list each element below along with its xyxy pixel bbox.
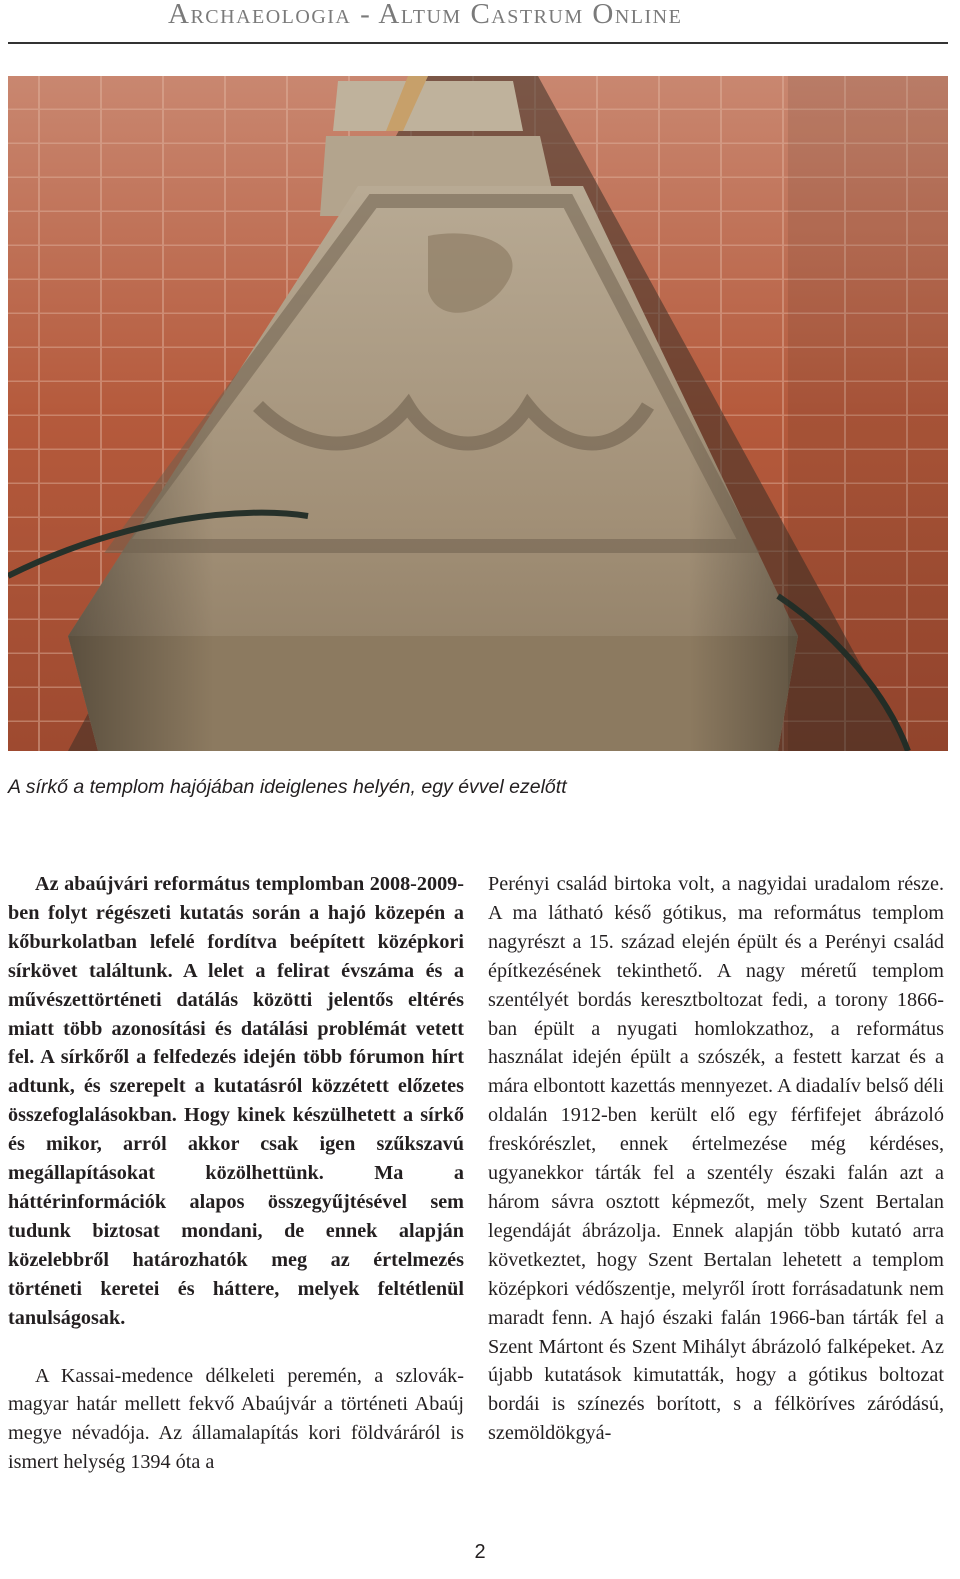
article-column-left (8, 870, 464, 1477)
running-header (8, 0, 948, 44)
page-number: 2 (474, 1541, 486, 1563)
article-paragraph-continued: Perényi család birtoka volt, a nagyidai uradalom része. A ma látható késő gótikus, ma református templom nagyrészt a 15. század elején épült és a Perényi család építkezésének tekinthető. A nagy méretű templom szentélyét bordás keresztboltozat fedi, a torony 1866-ban épült a nyugati homlokzathoz, a református használat idején épült a szószék, a festett karzat és a mára elbontott kazettás mennyezet. A diadalív belső déli oldalán 1912-ben került elő egy férfifejet ábrázoló freskórészlet, ennek értelmezése még kérdéses, ugyanekkor tárták fel a szentély északi falán azt a három sávra osztott képmezőt, mely Szent Bertalan legendáját ábrázolja. Ennek alapján több kutató arra következtet, hogy Szent Bertalan lehetett a templom középkori védőszentje, melyről írott forrásadatunk nem maradt fenn. A hajó északi falán 1966-ban tárták fel a Szent Mártont és Szent Mihályt ábrázoló falképeket. Az újabb kutatások kimutatták, hogy a gótikus boltozat bordái is színezés borított, s a félköríves záródású, szemöldökgyá- (488, 873, 944, 1445)
photo-illustration (8, 76, 948, 751)
article-lead: Az abaújvári református templomban 2008-2009-ben folyt régészeti kutatás során a hajó közepén a kőburkolatban lefelé fordítva beépített középkori sírkövet találtunk. A lelet a felirat évszáma és a művészettörténeti datálás közötti jelentős eltérés miatt több azonosítási és datálási problémát vetett fel. A sírkőről a felfedezés idején több fórumon hírt adtunk, és szerepelt a kutatásról közzétett előzetes összefoglalásokban. Hogy kinek készülhetett a sírkő és mikor, arról akkor csak igen szűkszavú megállapításokat közölhettünk. Ma a háttérinformációk alapos összegyűjtésével sem tudunk biztosat mondani, de ennek alapján közelebbről határozhatók meg az értelmezés történeti keretei és háttere, melyek feltétlenül tanulságosak. (8, 873, 464, 1329)
gravestone-photo (8, 76, 948, 751)
header-title: Archaeologia - Altum Castrum Online (168, 0, 683, 30)
figure-caption: A sírkő a templom hajójában ideiglenes helyén, egy évvel ezelőtt (8, 776, 567, 798)
article-paragraph: A Kassai-medence délkeleti peremén, a szlovák-magyar határ mellett fekvő Abaújvár a történeti Abaúj megye névadója. Az államalapítás kori földváráról is ismert helység 1394 óta a (8, 1364, 464, 1474)
article-column-right (488, 870, 944, 1448)
